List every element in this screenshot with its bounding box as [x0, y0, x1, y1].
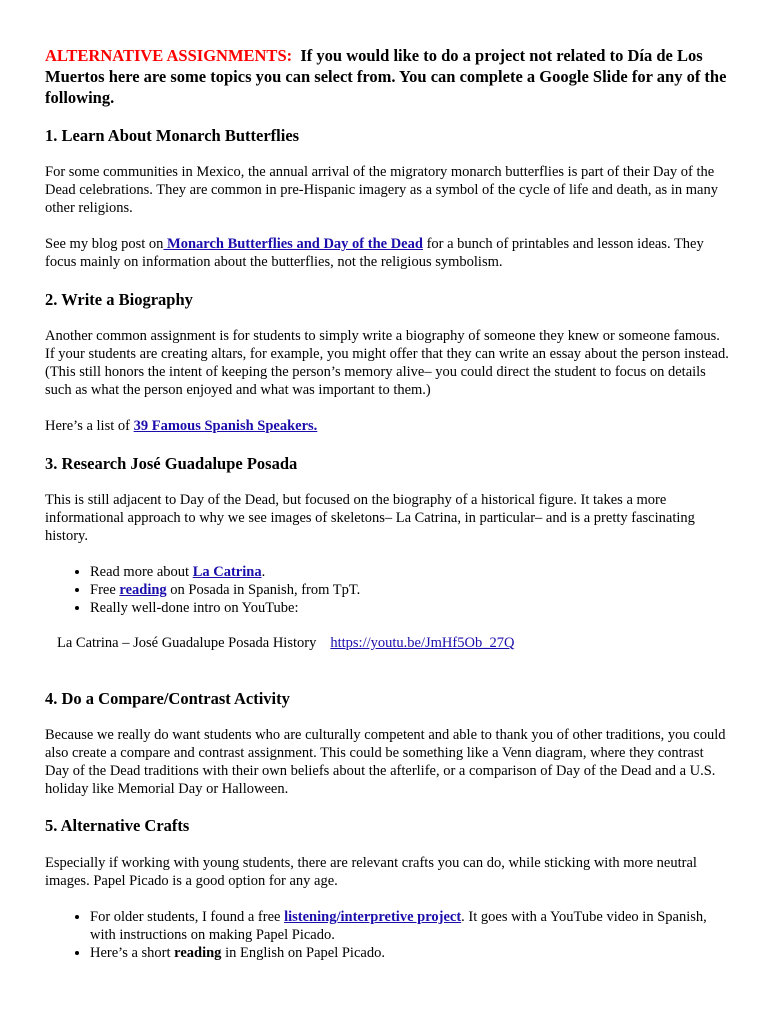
section-3-paragraph-1: This is still adjacent to Day of the Dead, but focused on the biography of a historical figure. It takes a more informational approach to why we see images of skeletons– La Catrina, in particular– and is a pretty fascinating history. [45, 492, 695, 544]
text-span: Free [90, 582, 120, 598]
section-3-heading: 3. Research José Guadalupe Posada [45, 454, 298, 473]
text-span: Here’s a short [90, 945, 175, 961]
section-2-paragraph-1: Another common assignment is for students to simply write a biography of someone they knew or someone famous. If your students are creating altars, for example, you might offer that they can write an essay about the person instead. (This still honors the intent of keeping the person’s memory alive– you could direct the student to focus on details such as what the person enjoyed and what was important to them.) [45, 328, 729, 398]
la-catrina-link[interactable]: La Catrina [192, 564, 262, 580]
list-item [90, 581, 729, 599]
section-4-paragraph-1: Because we really do want students who are culturally competent and able to thank you of other traditions, you could also create a compare and contrast assignment. This could be something like a Venn diagram, where they contrast Day of the Dead traditions with their own beliefs about the afterlife, or a comparison of Day of the Dead and a U.S. holiday like Memorial Day or Halloween. [45, 727, 726, 797]
section-5-heading: 5. Alternative Crafts [45, 816, 190, 835]
list-item [90, 908, 729, 944]
text-span: See my blog post on [45, 236, 164, 252]
listening-project-link[interactable]: listening/interpretive project [284, 909, 462, 925]
text-span: Read more about [90, 564, 193, 580]
text-span: For older students, I found a free [90, 909, 285, 925]
section-5-paragraph-1: Especially if working with young students, there are relevant crafts you can do, while sticking with more neutral images. Papel Picado is a good option for any age. [45, 855, 697, 889]
intro-label: ALTERNATIVE ASSIGNMENTS: [45, 46, 293, 65]
section-3-bullet-list [45, 563, 729, 617]
section-4-heading: 4. Do a Compare/Contrast Activity [45, 689, 290, 708]
intro-text: If you would like to do a project not related to Día de Los Muertos here are some topics you can select from. You can complete a Google Slide for any of the following. [45, 46, 727, 107]
monarch-blog-link[interactable]: Monarch Butterflies and Day of the Dead [163, 236, 423, 252]
famous-speakers-link[interactable]: 39 Famous Spanish Speakers. [133, 418, 318, 434]
section-5-bullet-list [45, 908, 729, 962]
text-span: . [261, 564, 266, 580]
section-2-paragraph-2 [45, 417, 729, 435]
video-reference [57, 634, 741, 652]
text-span: for a bunch of printables and lesson ideas. They focus mainly on information about the butterflies, not the religious symbolism. [45, 236, 704, 270]
posada-reading-link[interactable]: reading [119, 582, 167, 598]
video-title: La Catrina – José Guadalupe Posada History [57, 635, 317, 651]
text-span: Here’s a list of [45, 418, 134, 434]
section-1-heading: 1. Learn About Monarch Butterflies [45, 126, 300, 145]
list-item: • Really well-done intro on YouTube: [90, 599, 729, 617]
section-2-heading: 2. Write a Biography [45, 290, 193, 309]
list-item [90, 563, 729, 581]
text-span: . It goes with a YouTube video in Spanish, with instructions on making Papel Picado. [90, 909, 707, 943]
intro-paragraph [45, 45, 729, 108]
list-item [90, 944, 729, 962]
reading-bold: reading [174, 945, 222, 961]
text-span: on Posada in Spanish, from TpT. [166, 582, 361, 598]
youtube-video-link[interactable]: https://youtu.be/JmHf5Ob_27Q [330, 635, 515, 651]
text-span: in English on Papel Picado. [221, 945, 385, 961]
section-1-paragraph-1: For some communities in Mexico, the annual arrival of the migratory monarch butterflies is part of their Day of the Dead celebrations. They are common in pre-Hispanic imagery as a symbol of the cycle of life and death, as in many other religions. [45, 164, 718, 216]
section-1-paragraph-2 [45, 235, 729, 271]
